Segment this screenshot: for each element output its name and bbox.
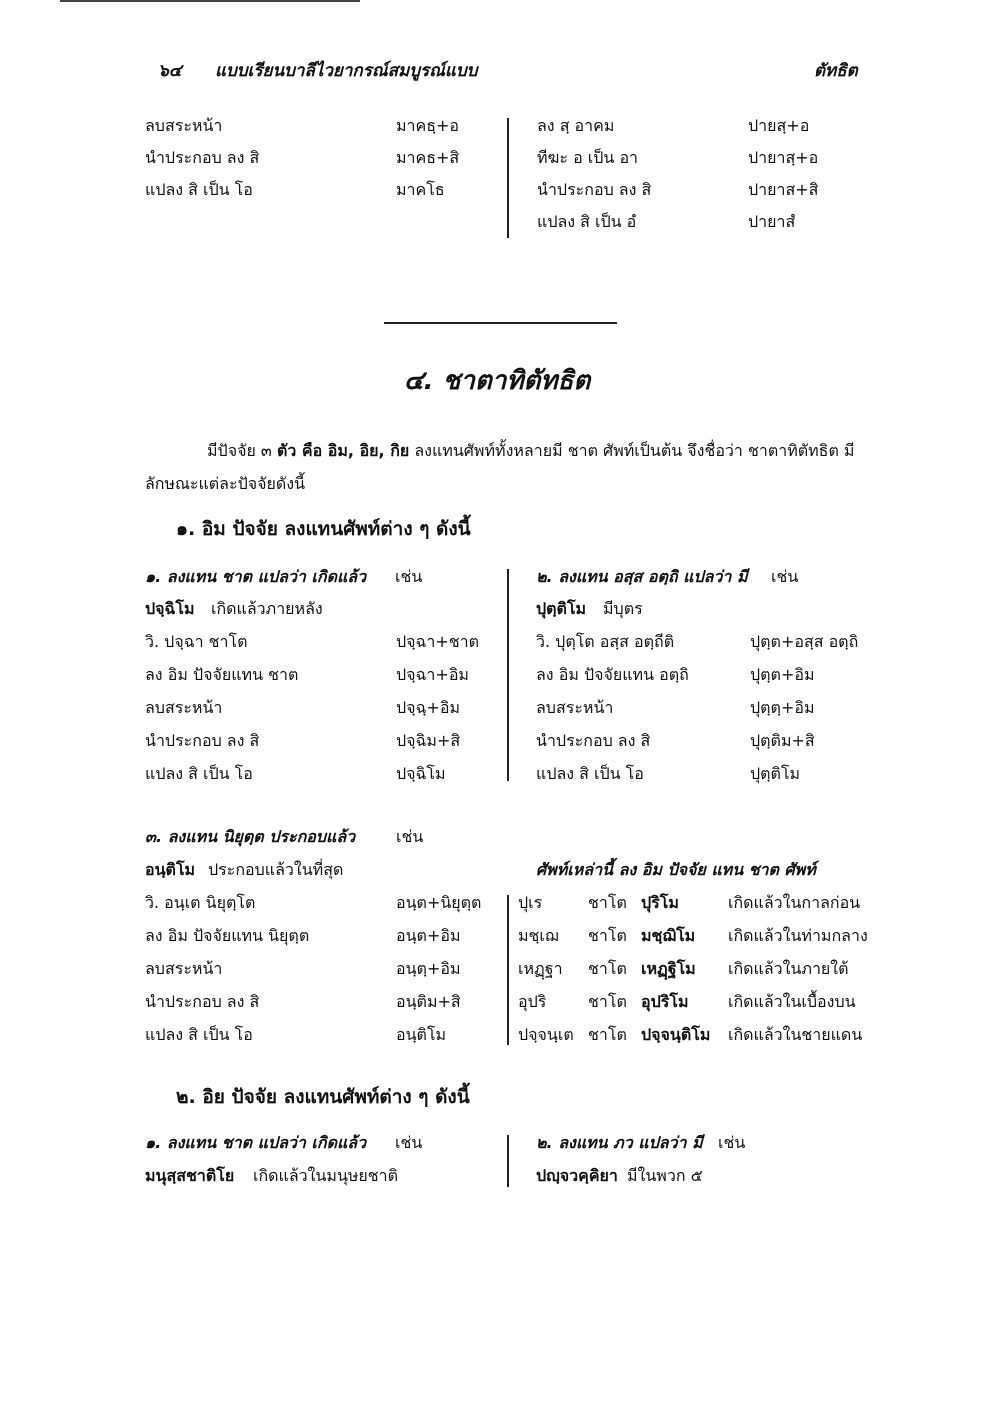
derivation-value: มาคโธ xyxy=(396,180,445,199)
block-heading: ๓. ลงแทน นิยุตฺต ประกอบแล้ว xyxy=(145,827,356,846)
derivation-value: ปจฺฉฺ+อิม xyxy=(396,698,460,717)
column-divider xyxy=(507,895,509,1045)
example-word: มชฺฌิโม xyxy=(641,926,696,945)
example-meaning: เกิดแล้วในเบื้องบน xyxy=(728,992,856,1011)
derivation-label: แปลง สิ เป็น อํ xyxy=(537,212,637,231)
derivation-value: มาคธ+สิ xyxy=(396,148,460,167)
derivation-label: วิ. ปุตฺโต อสฺส อตฺถีติ xyxy=(536,632,675,651)
book-title: แบบเรียนบาลีไวยากรณ์สมบูรณ์แบบ xyxy=(215,61,478,81)
block-heading-suffix: เช่น xyxy=(395,1133,423,1152)
intro-line-2: ลักษณะแต่ละปัจจัยดังนี้ xyxy=(145,474,305,493)
example-meaning: เกิดแล้วในกาลก่อน xyxy=(728,893,861,912)
derivation-value: ปายาสํ xyxy=(748,212,796,231)
derivation-value: มาคธฺ+อ xyxy=(396,116,460,135)
scan-top-edge xyxy=(60,0,360,2)
page-number: ๖๔ xyxy=(158,61,182,81)
derivation-label: ลง สฺ อาคม xyxy=(537,116,615,135)
derivation-label: นำประกอบ ลง สิ xyxy=(145,731,260,750)
intro-paragraph xyxy=(145,434,865,500)
example-word: ปุตฺติโม xyxy=(536,599,587,618)
example-meaning: ประกอบแล้วในที่สุด xyxy=(208,860,344,879)
derivation-value: ปุตฺต+อสฺส อตฺถิ xyxy=(750,632,859,651)
example-base: เหฏฺฐา xyxy=(518,959,563,978)
derivation-label: วิ. อนฺเต นิยุตฺโต xyxy=(145,893,256,912)
section-separator xyxy=(384,322,617,324)
example-word: ปจฺฉิโม xyxy=(145,599,195,618)
derivation-label: นำประกอบ ลง สิ xyxy=(537,180,652,199)
example-word: ปจฺจนฺติโม xyxy=(641,1025,711,1044)
column-divider xyxy=(507,569,509,781)
example-base: ปุเร xyxy=(518,893,543,912)
example-word: ปุริโม xyxy=(641,893,679,912)
derivation-label: ลบสระหน้า xyxy=(145,698,223,717)
intro-text: ลงแทนศัพท์ทั้งหลายมี ชาต ศัพท์เป็นต้น จึงชื่อว่า ชาตาทิตัทธิต มี xyxy=(409,441,855,460)
derivation-value: อนฺติโม xyxy=(396,1025,447,1044)
section-name: ตัทธิต xyxy=(814,61,858,81)
example-word: มนุสฺสชาติโย xyxy=(145,1166,235,1185)
examples-heading: ศัพท์เหล่านี้ ลง อิม ปัจจัย แทน ชาต ศัพท์ xyxy=(536,860,816,879)
block-heading: ๑. ลงแทน ชาต แปลว่า เกิดแล้ว xyxy=(145,1133,367,1152)
derivation-value: อนฺติม+สิ xyxy=(396,992,461,1011)
example-base: ปจฺจนฺเต xyxy=(518,1025,574,1044)
block-heading-suffix: เช่น xyxy=(395,567,423,586)
example-word: ปญฺจวคฺคิยา xyxy=(536,1166,618,1185)
derivation-label: นำประกอบ ลง สิ xyxy=(536,731,651,750)
example-jata: ชาโต xyxy=(588,1025,627,1044)
derivation-label: ลง อิม ปัจจัยแทน อตฺถิ xyxy=(536,665,689,684)
example-jata: ชาโต xyxy=(588,959,627,978)
derivation-label: นำประกอบ ลง สิ xyxy=(145,992,260,1011)
derivation-value: ปจฺฉิโม xyxy=(396,764,446,783)
derivation-label: แปลง สิ เป็น โอ xyxy=(536,764,644,783)
derivation-value: ปุตฺติม+สิ xyxy=(750,731,815,750)
example-jata: ชาโต xyxy=(588,992,627,1011)
example-base: อุปริ xyxy=(518,992,547,1011)
intro-text: มีปัจจัย ๓ xyxy=(207,441,277,460)
block-heading-suffix: เช่น xyxy=(396,827,424,846)
derivation-value: ปุตฺตฺ+อิม xyxy=(750,698,815,717)
example-meaning: เกิดแล้วภายหลัง xyxy=(211,599,323,618)
derivation-label: แปลง สิ เป็น โอ xyxy=(145,180,253,199)
block-heading: ๑. ลงแทน ชาต แปลว่า เกิดแล้ว xyxy=(145,567,367,586)
derivation-label: แปลง สิ เป็น โอ xyxy=(145,1025,253,1044)
derivation-value: ปจฺฉา+อิม xyxy=(396,665,469,684)
derivation-label: ลบสระหน้า xyxy=(536,698,614,717)
derivation-label: ลบสระหน้า xyxy=(145,116,223,135)
derivation-value: ปายาส+สิ xyxy=(748,180,819,199)
example-meaning: เกิดแล้วในชายแดน xyxy=(728,1025,863,1044)
derivation-value: ปายาสฺ+อ xyxy=(748,148,819,167)
example-meaning: เกิดแล้วในมนุษยชาติ xyxy=(253,1166,399,1185)
example-meaning: มีในพวก ๕ xyxy=(627,1166,703,1185)
block-heading: ๒. ลงแทน อสฺส อตฺถิ แปลว่า มี xyxy=(536,567,748,586)
example-jata: ชาโต xyxy=(588,893,627,912)
example-meaning: มีบุตร xyxy=(603,599,643,618)
block-heading: ๒. ลงแทน ภว แปลว่า มี xyxy=(536,1133,703,1152)
derivation-value: ปจฺฉิม+สิ xyxy=(396,731,461,750)
example-word: เหฏฺฐิโม xyxy=(641,959,696,978)
column-divider xyxy=(507,1135,509,1187)
column-divider xyxy=(507,118,509,238)
derivation-value: ปุตฺติโม xyxy=(750,764,801,783)
section-title: ๔. ชาตาทิตัทธิต xyxy=(404,366,591,396)
derivation-value: ปายสฺ+อ xyxy=(748,116,810,135)
subsection-heading-iya: ๒. อิย ปัจจัย ลงแทนศัพท์ต่าง ๆ ดังนี้ xyxy=(176,1086,470,1108)
subsection-heading-im: ๑. อิม ปัจจัย ลงแทนศัพท์ต่าง ๆ ดังนี้ xyxy=(176,518,471,540)
derivation-label: ทีฆะ อ เป็น อา xyxy=(537,148,639,167)
example-meaning: เกิดแล้วในภายใต้ xyxy=(728,959,849,978)
derivation-value: อนฺตฺ+อิม xyxy=(396,959,461,978)
block-heading-suffix: เช่น xyxy=(718,1133,746,1152)
intro-emphasis: ตัว คือ อิม, อิย, กิย xyxy=(276,441,410,460)
example-word: อนฺติโม xyxy=(145,860,196,879)
derivation-label: ลง อิม ปัจจัยแทน นิยุตฺต xyxy=(145,926,310,945)
derivation-label: แปลง สิ เป็น โอ xyxy=(145,764,253,783)
example-base: มชฺเฌ xyxy=(518,926,559,945)
example-meaning: เกิดแล้วในท่ามกลาง xyxy=(728,926,868,945)
derivation-value: อนฺต+นิยุตฺต xyxy=(396,893,482,912)
example-jata: ชาโต xyxy=(588,926,627,945)
block-heading-suffix: เช่น xyxy=(771,567,799,586)
derivation-value: ปจฺฉา+ชาต xyxy=(396,632,480,651)
derivation-label: ลบสระหน้า xyxy=(145,959,223,978)
derivation-label: ลง อิม ปัจจัยแทน ชาต xyxy=(145,665,299,684)
derivation-label: วิ. ปจฺฉา ชาโต xyxy=(145,632,248,651)
derivation-label: นำประกอบ ลง สิ xyxy=(145,148,260,167)
derivation-value: อนฺต+อิม xyxy=(396,926,461,945)
example-word: อุปริโม xyxy=(641,992,689,1011)
derivation-value: ปุตฺต+อิม xyxy=(750,665,815,684)
